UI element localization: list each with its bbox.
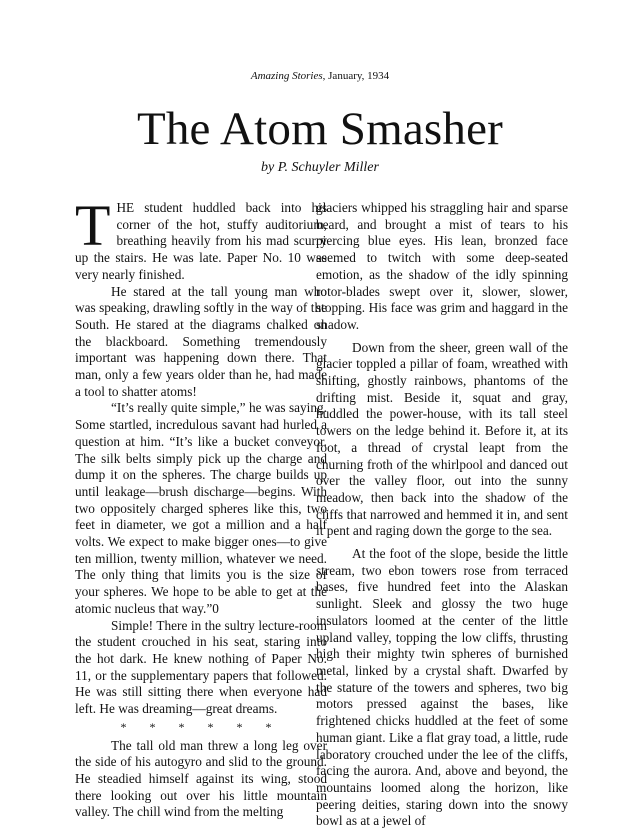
- drop-cap: T: [75, 193, 111, 258]
- story-title: The Atom Smasher: [136, 103, 504, 155]
- paragraph: He stared at the tall young man who was speaking, drawling softly in the way of the South. He stared at the diagrams chalked on the blackboard. Something tremendously important was happening down there. That man, only a few years older than he, had made a tool to shatter atoms!: [75, 283, 327, 399]
- paragraph: Down from the sheer, green wall of the glacier toppled a pillar of foam, wreathed with shifting, ghostly rainbows, phantoms of the drifting mist. Beside it, squat and gray, huddled the power-house, with its tall steel towers on the ledge behind it. Before it, at its foot, a thread of crystal leapt from the churning froth of the whirlpool and danced out over the valley floor, out into the sunny meadow, then back into the shadow of the cliffs that narrowed and hemmed it in, and sent it pent and raging down the gorge to the sea.: [316, 339, 568, 539]
- left-column: [75, 193, 327, 821]
- author-byline: by P. Schuyler Miller: [261, 160, 379, 175]
- publication-header: [0, 70, 640, 82]
- paragraph: glaciers whipped his straggling hair and sparse beard, and brought a mist of tears to his piercing blue eyes. His lean, bronzed face seemed to twitch with some deep-seated emotion, as the shadow of the idly spinning rotor-blades swept over it, slower, slower, stopping. His face was grim and haggard in the shadow.: [316, 200, 568, 332]
- paragraph: “It’s really quite simple,” he was saying. Some startled, incredulous savant had hurled a question at him. “It’s like a bucket conveyor. The silk belts simply pick up the charge and dump it on the spheres. The charge builds up until leakage—brush discharge—begins. With two oppositely charged spheres like this, two feet in diameter, we got a million and a half volts. We expect to make bigger ones—to give ten million, twenty million, whatever we need. The only thing that limits you is the size of your spheres. We hope to be able to get at the atomic nucleus that way.”0: [75, 400, 327, 616]
- paragraph: The tall old man threw a long leg over the side of his autogyro and slid to the ground. He steadied himself against its wing, stood there looking out over his little mountain valley. The chill wind from the melting: [75, 737, 327, 820]
- paragraph-text: HE student huddled back into his corner of the hot, stuffy auditorium, breathing heavily from his mad scurry up the stairs. He was late. Paper No. 10 was very nearly finished.: [75, 200, 327, 282]
- section-separator: * * * * * *: [120, 719, 282, 734]
- paragraph: At the foot of the slope, beside the little stream, two ebon towers rose from terraced bases, five hundred feet into the Alaskan sunlight. Sleek and glossy the two huge insulators loomed at the center of the little upland valley, topping the low cliffs, thrusting high their mighty twin spheres of burnished metal, linked by a crystal shaft. Dwarfed by the stature of the towers and spheres, two big motors pressed against the bases, like frightened chicks huddled at the feet of some human giant. Like a flat gray toad, a little, rude laboratory crouched under the lee of the cliffs, facing the aurora. And, above and beyond, the mountains loomed along the horizon, like peering deities, staring down into the snowy bowl as at a jewel of: [316, 546, 568, 829]
- paragraph: [75, 193, 327, 284]
- issue-date: , January, 1934: [322, 70, 390, 82]
- magazine-name: Amazing Stories: [250, 70, 323, 82]
- right-column: [316, 200, 568, 830]
- paragraph: Simple! There in the sultry lecture-room the student crouched in his seat, staring into the hot dark. He knew nothing of Paper No. 11, or the supplementary papers that followed. He was still sitting there when everyone had left. He was dreaming—great dreams.: [75, 617, 327, 717]
